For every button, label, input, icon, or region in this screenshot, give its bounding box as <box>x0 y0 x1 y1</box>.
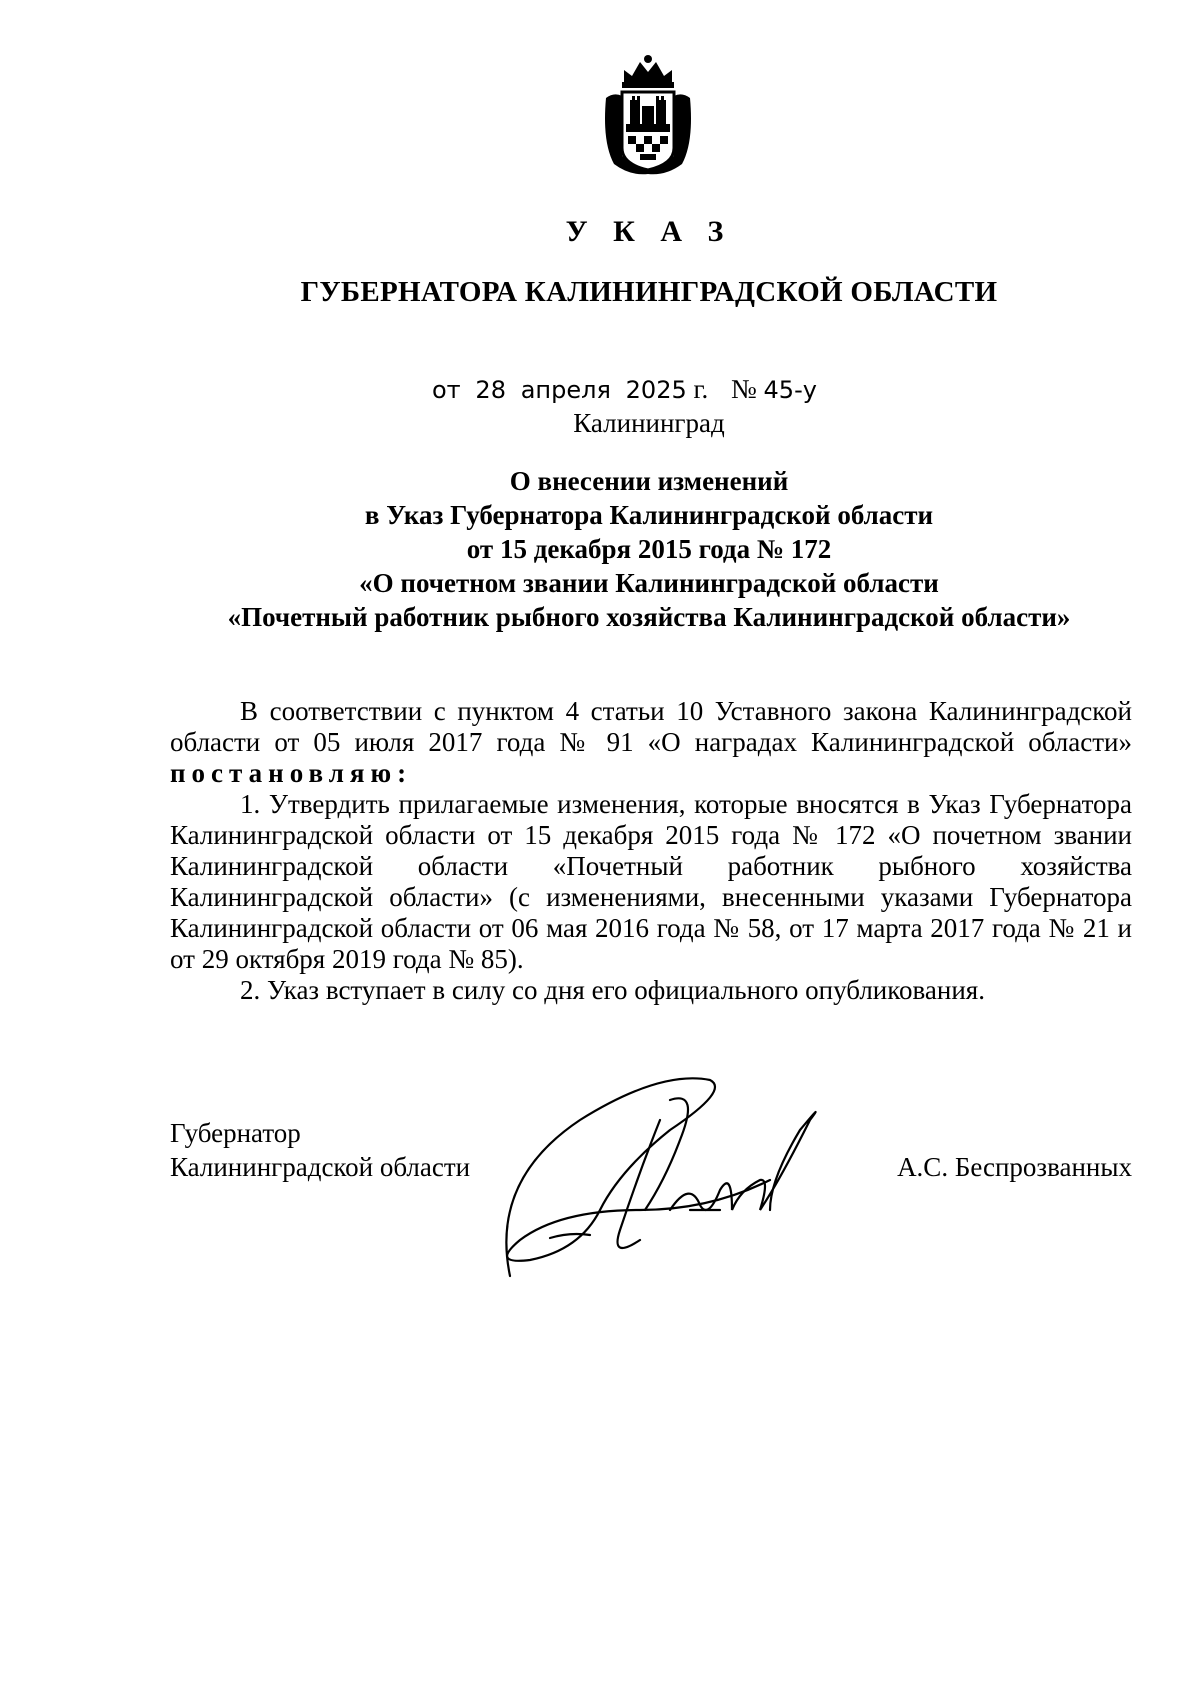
document-number: 45-у <box>763 376 817 404</box>
signer-position-line: Губернатор <box>170 1118 301 1148</box>
date-year-suffix: г. <box>693 374 709 404</box>
preamble-paragraph <box>170 696 1132 789</box>
date-prefix: от <box>432 376 461 404</box>
date-month: апреля <box>520 376 611 404</box>
preamble-text: В соответствии с пунктом 4 статьи 10 Уставного закона Калининградской области от 05 июля 2017 года № 91 «О наградах Калининградской области» <box>170 696 1132 757</box>
coat-of-arms-icon <box>596 52 700 180</box>
subject-line: от 15 декабря 2015 года № 172 <box>466 534 832 564</box>
document-body <box>170 696 1132 1006</box>
subject-line: О внесении изменений <box>509 466 789 496</box>
signer-position-line: Калининградской области <box>170 1152 471 1182</box>
subject-line: «Почетный работник рыбного хозяйства Калининградской области» <box>227 602 1071 632</box>
item-2-paragraph: 2. Указ вступает в силу со дня его официального опубликования. <box>240 975 985 1005</box>
document-type-title: У К А З <box>565 215 733 248</box>
signature-icon <box>470 1060 830 1280</box>
decree-word: постановляю: <box>170 758 413 788</box>
issuing-authority: ГУБЕРНАТОРА КАЛИНИНГРАДСКОЙ ОБЛАСТИ <box>300 276 998 308</box>
date-day: 28 <box>475 376 506 404</box>
document-city: Калининград <box>573 408 725 438</box>
subject-line: «О почетном звании Калининградской области <box>359 568 939 598</box>
document-date-number <box>432 372 817 407</box>
subject-line: в Указ Губернатора Калининградской области <box>364 500 934 530</box>
document-subject <box>0 464 1200 634</box>
number-sign: № <box>731 374 757 404</box>
signer-position <box>170 1116 470 1184</box>
signer-name: А.С. Беспрозванных <box>897 1152 1132 1182</box>
item-1-paragraph: 1. Утвердить прилагаемые изменения, которые вносятся в Указ Губернатора Калининградской области от 15 декабря 2015 года № 172 «О почетном звании Калининградской области «Почетный работник рыбного хозяйства Калининградской области» (с изменениями, внесенными указами Губернатора Калининградской области от 06 мая 2016 года № 58, от 17 марта 2017 года № 21 и от 29 октября 2019 года № 85). <box>170 789 1132 974</box>
date-year: 2025 <box>625 376 687 404</box>
